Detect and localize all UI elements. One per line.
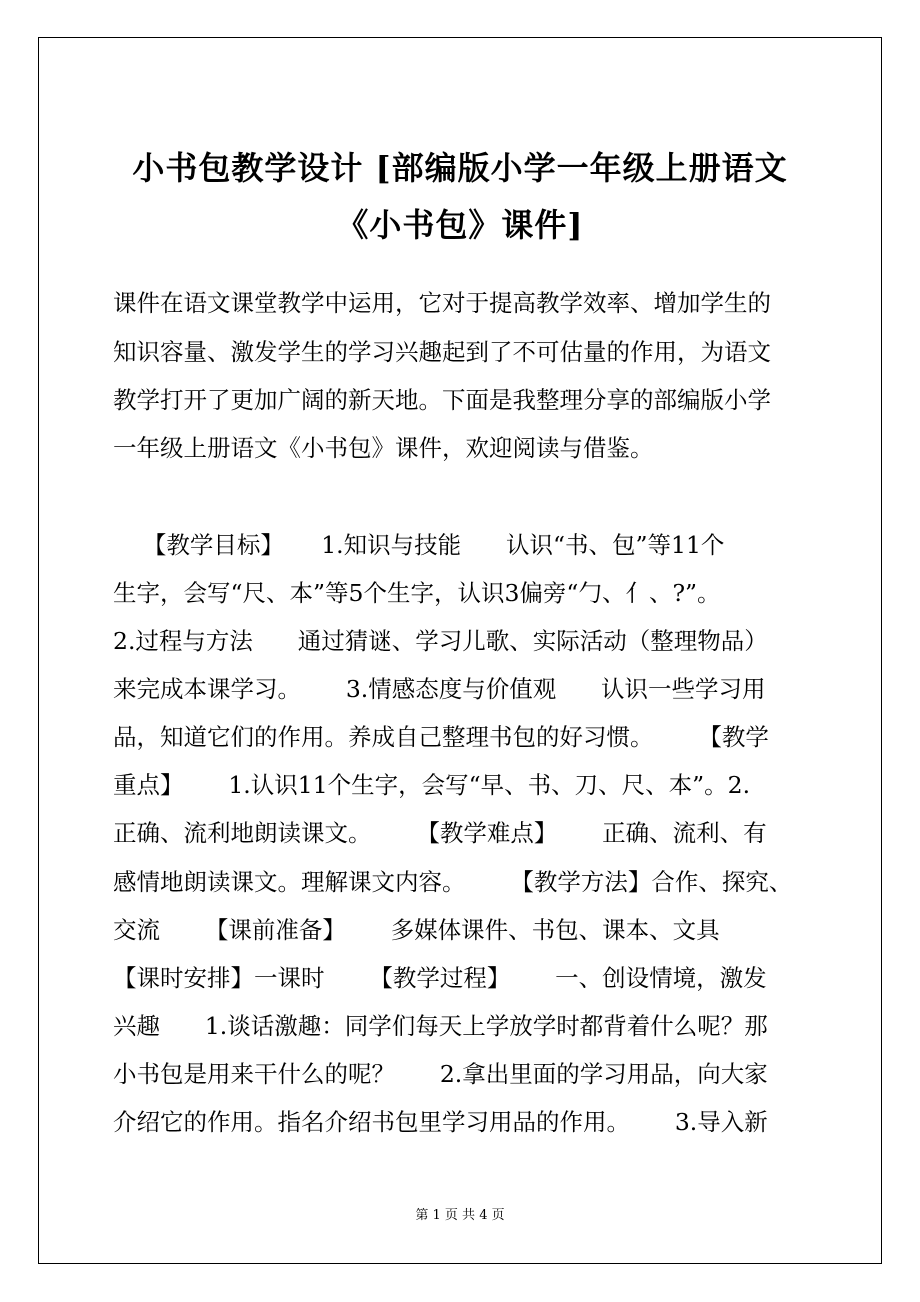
body-line: 2.过程与方法 通过猜谜、学习儿歌、实际活动（整理物品） [113,627,768,655]
body-line: 重点】 1.认识11个生字，会写“早、书、刀、尺、本”。2. [113,771,751,799]
body-line: 品，知道它们的作用。养成自己整理书包的好习惯。 【教学 [113,723,769,751]
intro-line: 课件在语文课堂教学中运用，它对于提高教学效率、增加学生的 [113,289,771,317]
body-line: 交流 【课前准备】 多媒体课件、书包、课本、文具 [113,916,720,944]
body-line: 介绍它的作用。指名介绍书包里学习用品的作用。 3.导入新 [113,1108,768,1136]
body-line: 感情地朗读课文。理解课文内容。 【教学方法】合作、探究、 [113,868,793,896]
body-line: 兴趣 1.谈话激趣：同学们每天上学放学时都背着什么呢？那 [113,1012,768,1040]
body-line: 正确、流利地朗读课文。 【教学难点】 正确、流利、有 [113,819,767,847]
intro-line: 知识容量、激发学生的学习兴趣起到了不可估量的作用，为语文 [113,338,771,366]
body-line: 【课时安排】一课时 【教学过程】 一、创设情境，激发 [113,964,767,992]
body-line: 小书包是用来干什么的呢？ 2.拿出里面的学习用品，向大家 [113,1060,768,1088]
intro-line: 教学打开了更加广阔的新天地。下面是我整理分享的部编版小学 [113,386,771,414]
body-line: 来完成本课学习。 3.情感态度与价值观 认识一些学习用 [113,675,766,703]
page-footer: 第 1 页 共 4 页 [415,1208,505,1223]
intro-line: 一年级上册语文《小书包》课件，欢迎阅读与借鉴。 [113,434,654,462]
page-title-line-2: 《小书包》课件] [336,206,584,244]
page-title-line-1: 小书包教学设计 [部编版小学一年级上册语文 [132,149,788,187]
body-line: 生字，会写“尺、本”等5个生字，认识3偏旁“勹、亻、?”。 [113,579,721,607]
body-line: 【教学目标】 1.知识与技能 认识“书、包”等11个 [113,531,725,559]
